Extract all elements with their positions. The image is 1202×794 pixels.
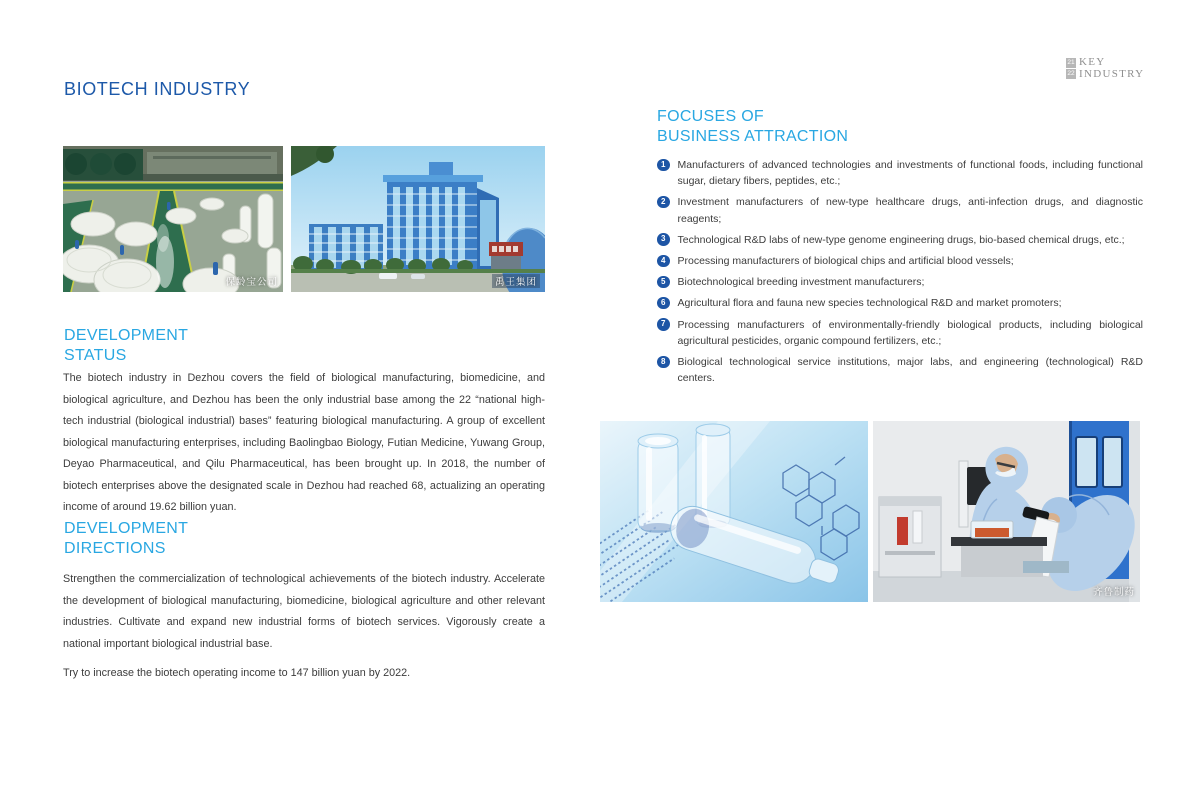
development-directions-heading-line2: DIRECTIONS <box>64 540 166 557</box>
focus-item <box>657 157 1143 189</box>
focus-item-text: Biological technological service institutions, major labs, and engineering (technological) R&D centers. <box>677 356 1143 385</box>
focuses-heading <box>657 107 848 147</box>
focus-item-text: Manufacturers of advanced technologies and investments of functional foods, including functional sugar, dietary fibers, peptides, etc.; <box>677 159 1143 188</box>
focus-item <box>657 253 1143 269</box>
development-directions-heading <box>64 519 188 559</box>
focus-item-number-badge: 4 <box>657 255 670 268</box>
focus-item <box>657 232 1143 248</box>
focus-item <box>657 274 1143 290</box>
development-directions-paragraphs <box>63 569 545 685</box>
focus-item-number-badge: 1 <box>657 159 670 172</box>
focus-item <box>657 295 1143 311</box>
focus-item-text: Investment manufacturers of new-type healthcare drugs, anti-infection drugs, and diagnostic reagents; <box>677 196 1143 225</box>
logo-text-industry: INDUSTRY <box>1079 67 1145 80</box>
bottom-photo-row <box>600 421 1140 602</box>
focus-item <box>657 194 1143 226</box>
lab-researchers-illustration <box>873 421 1140 602</box>
photo-baolingbao-factory <box>63 146 283 292</box>
key-industry-logo <box>1066 57 1144 80</box>
focus-item-text: Technological R&D labs of new-type genome engineering drugs, bio-based chemical drugs, etc.; <box>677 233 1125 246</box>
logo-badge-21: 21 <box>1067 59 1075 66</box>
photo-caption-qilu: 齐鲁制药 <box>1092 587 1135 598</box>
focus-item-text: Biotechnological breeding investment manufacturers; <box>677 276 925 289</box>
office-building-illustration <box>291 146 545 292</box>
development-status-heading-line1: DEVELOPMENT <box>64 327 189 344</box>
focus-item-text: Processing manufacturers of environmentally-friendly biological products, including biological agricultural pesticides, organic compound fertilizers, etc.; <box>677 318 1143 347</box>
focus-item-text: Agricultural flora and fauna new species technological R&D and market promoters; <box>677 297 1062 310</box>
photo-caption-yuwang: 禹王集团 <box>492 274 540 288</box>
focuses-heading-line2: BUSINESS ATTRACTION <box>657 128 849 145</box>
development-status-paragraph: The biotech industry in Dezhou covers the field of biological manufacturing, biomedicine, and biological agriculture, and Dezhou has been the only industrial base among the 22 “national high-tech industrial (biological industrial) bases” featuring biological manufacturing. A group of excellent biological manufacturing enterprises, including Baolingbao Biology, Futian Medicine, Yuwang Group, Deyao Pharmaceutical, and Qilu Pharmaceutical, has been brought up. In 2018, the number of biotech enterprises above the designated scale in Dezhou had reached 68, actualizing an operating income of around 19.62 billion yuan. <box>63 372 545 513</box>
development-directions-heading-line1: DEVELOPMENT <box>64 520 189 537</box>
focus-item-number-badge: 2 <box>657 196 670 209</box>
photo-yuwang-building <box>291 146 545 292</box>
logo-badge-22: 22 <box>1067 70 1075 77</box>
top-photo-row <box>63 146 545 292</box>
focus-item-number-badge: 6 <box>657 297 670 310</box>
logo-text <box>1079 57 1144 80</box>
focuses-heading-line1: FOCUSES OF <box>657 108 765 125</box>
development-status-heading-line2: STATUS <box>64 347 127 364</box>
focus-item-number-badge: 3 <box>657 233 670 246</box>
lab-vials-illustration <box>600 421 868 602</box>
factory-interior-illustration <box>63 146 283 292</box>
logo-badges <box>1066 57 1076 79</box>
photo-lab-vials <box>600 421 868 602</box>
photo-qilu-lab <box>873 421 1140 602</box>
focus-item-number-badge: 8 <box>657 356 670 369</box>
logo-text-key: KEY <box>1079 56 1106 68</box>
focus-item-text: Processing manufacturers of biological chips and artificial blood vessels; <box>677 255 1014 268</box>
focus-item-number-badge: 5 <box>657 276 670 289</box>
development-directions-paragraph-1: Strengthen the commercialization of technological achievements of the biotech industry. Accelerate the development of biological manufacturing, biomedicine, biological agriculture and other relevant industries. Cultivate and expand new industrial forms of biotech services. Vigorously create a national important biological industrial base. <box>63 573 545 650</box>
focus-item-number-badge: 7 <box>657 318 670 331</box>
focus-item <box>657 354 1143 386</box>
photo-caption-baolingbao: 保龄宝公司 <box>225 277 278 288</box>
focuses-list <box>657 157 1143 391</box>
development-directions-paragraph-2: Try to increase the biotech operating income to 147 billion yuan by 2022. <box>63 667 411 679</box>
development-status-heading <box>64 326 188 366</box>
focus-item <box>657 317 1143 349</box>
page-title: BIOTECH INDUSTRY <box>64 79 251 99</box>
